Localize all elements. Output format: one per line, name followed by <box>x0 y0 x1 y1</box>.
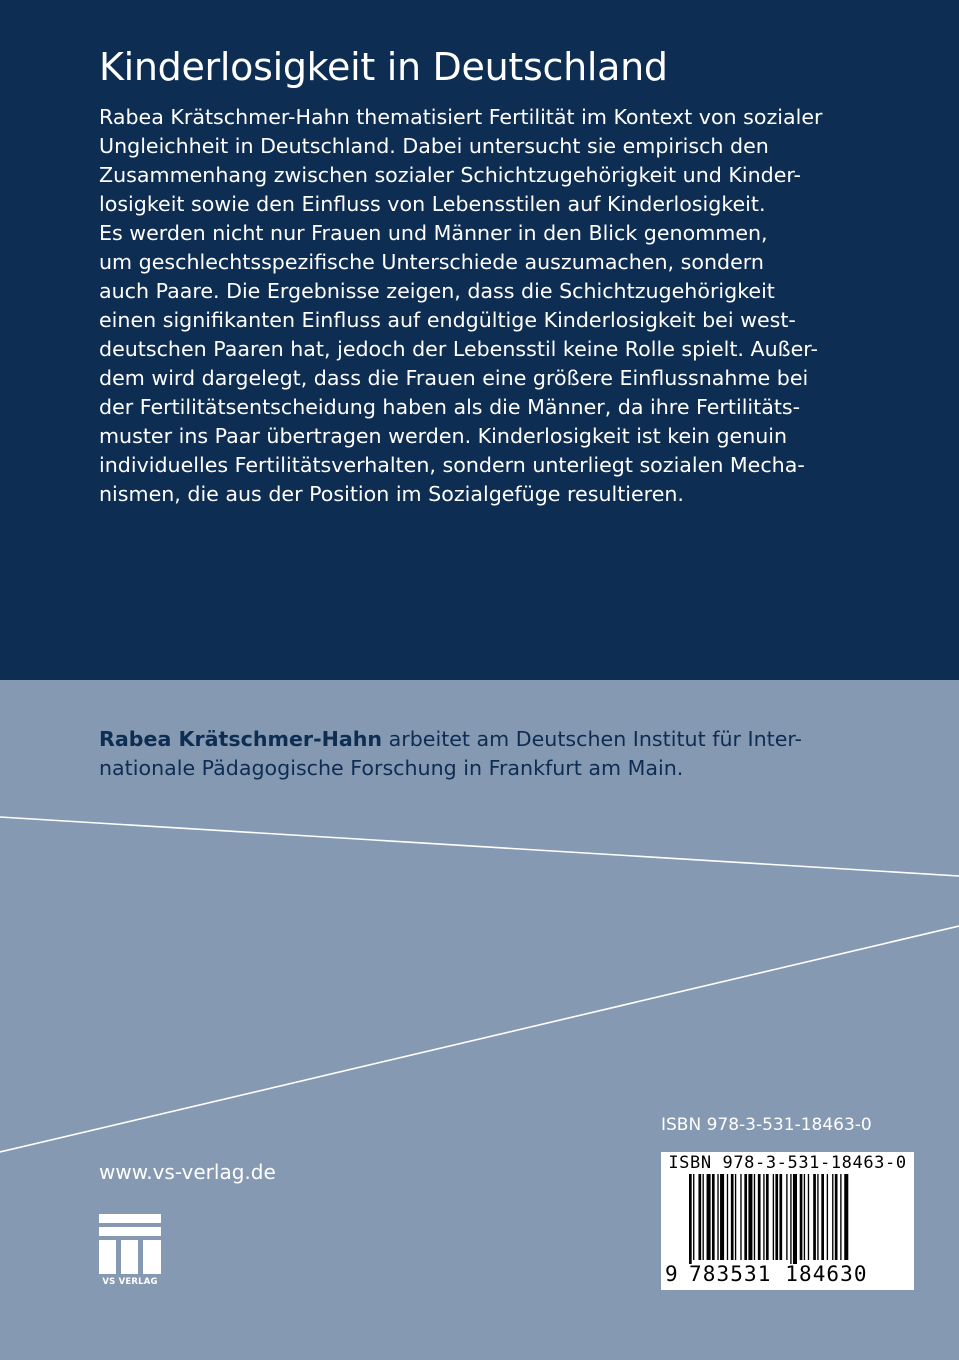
book-title: Kinderlosigkeit in Deutschland <box>99 45 668 89</box>
author-bio-text: arbeitet am Deutschen Institut für Inter- <box>382 727 802 751</box>
publisher-logo-text: VS VERLAG <box>102 1277 158 1287</box>
blurb-line: um geschlechtsspezifische Unterschiede auszumachen, sondern <box>99 250 764 274</box>
blurb-line: Zusammenhang zwischen sozialer Schichtzugehörigkeit und Kinder- <box>99 163 801 187</box>
blurb-line: muster ins Paar übertragen werden. Kinderlosigkeit ist kein genuin <box>99 424 788 448</box>
decorative-line <box>0 817 959 876</box>
blurb-line: Rabea Krätschmer-Hahn thematisiert Fertilität im Kontext von sozialer <box>99 105 823 129</box>
blurb-line: individuelles Fertilitätsverhalten, sondern unterliegt sozialen Mecha- <box>99 453 805 477</box>
blurb-line: der Fertilitätsentscheidung haben als die Männer, da ihre Fertilitäts- <box>99 395 801 419</box>
barcode-first-digit: 9 <box>665 1262 678 1286</box>
publisher-url[interactable]: www.vs-verlag.de <box>99 1160 276 1184</box>
blurb-line: nismen, die aus der Position im Sozialgefüge resultieren. <box>99 482 684 506</box>
isbn-barcode <box>661 1152 914 1290</box>
blurb-line: Ungleichheit in Deutschland. Dabei untersucht sie empirisch den <box>99 134 769 158</box>
blurb-line: Es werden nicht nur Frauen und Männer in den Blick genommen, <box>99 221 768 245</box>
blurb-line: dem wird dargelegt, dass die Frauen eine größere Einflussnahme bei <box>99 366 809 390</box>
blurb-line: deutschen Paaren hat, jedoch der Lebensstil keine Rolle spielt. Außer- <box>99 337 818 361</box>
blurb-line: auch Paare. Die Ergebnisse zeigen, dass die Schichtzugehörigkeit <box>99 279 775 303</box>
barcode-isbn-text: ISBN 978-3-531-18463-0 <box>668 1153 907 1173</box>
barcode-bars-icon <box>661 1174 914 1264</box>
author-name: Rabea Krätschmer-Hahn <box>99 727 383 751</box>
blurb-line: einen signifikanten Einfluss auf endgültige Kinderlosigkeit bei west- <box>99 308 796 332</box>
isbn-label: ISBN 978-3-531-18463-0 <box>661 1115 872 1135</box>
author-bio-line: nationale Pädagogische Forschung in Frankfurt am Main. <box>99 756 684 780</box>
barcode-digits: 783531 184630 <box>689 1262 868 1286</box>
blurb-line: losigkeit sowie den Einfluss von Lebensstilen auf Kinderlosigkeit. <box>99 192 766 216</box>
